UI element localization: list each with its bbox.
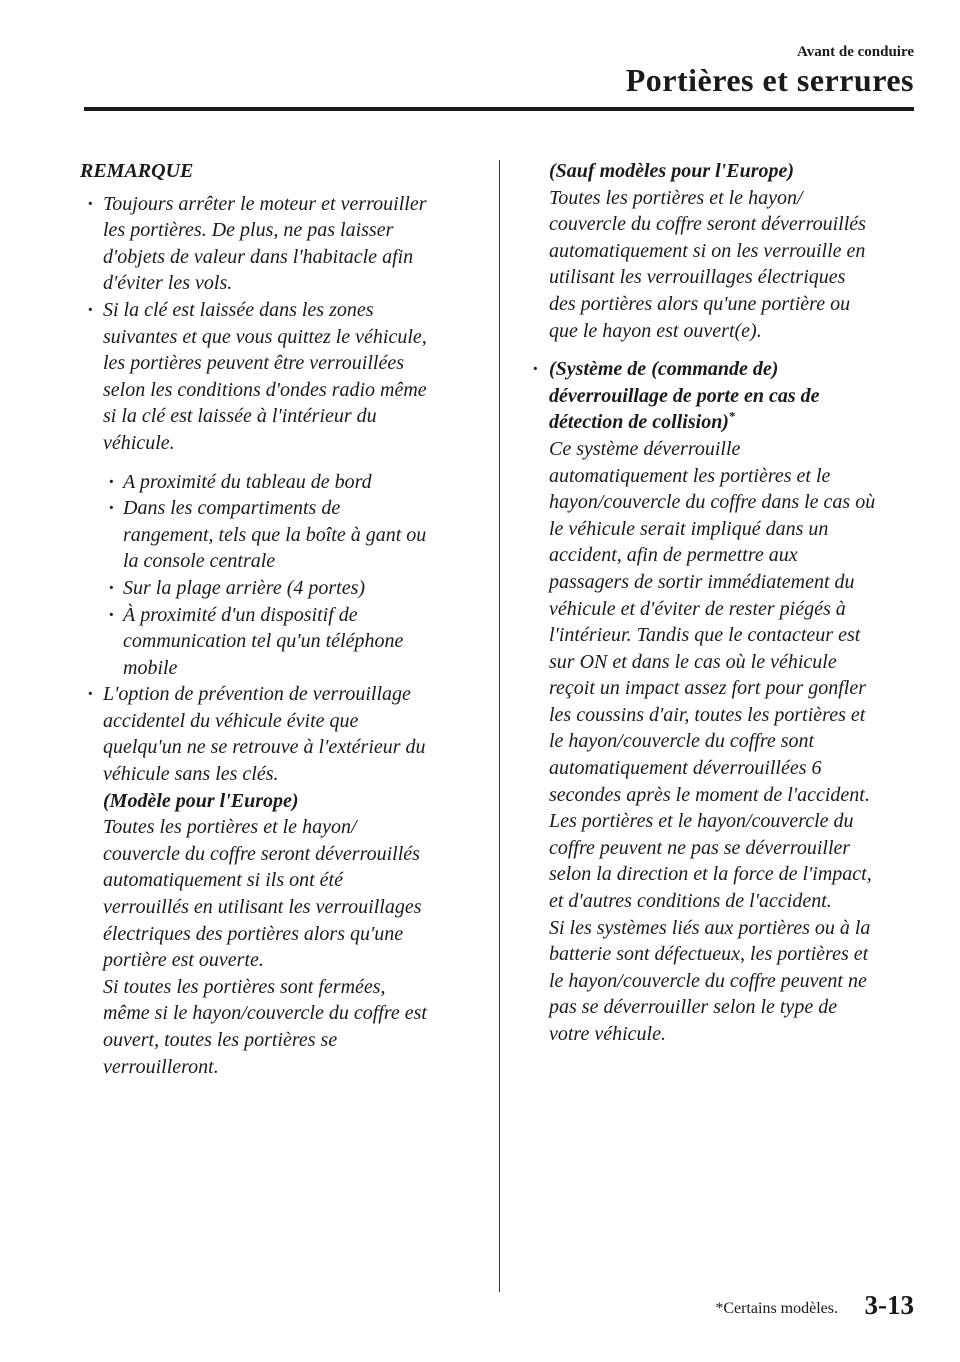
text-line: automatiquement déverrouillées 6 bbox=[549, 757, 822, 780]
sub-bullet-dashboard bbox=[80, 469, 472, 496]
text-line: d'éviter les vols. bbox=[103, 272, 233, 295]
chapter-title: Portières et serrures bbox=[625, 62, 914, 98]
text-line: suivantes et que vous quittez le véhicule, bbox=[103, 325, 427, 348]
text-line: hayon/couvercle du coffre dans le cas où bbox=[549, 491, 876, 514]
text-line: verrouilleront. bbox=[103, 1055, 219, 1078]
text-line: Ce système déverrouille bbox=[549, 437, 741, 460]
non-europe-section bbox=[528, 158, 920, 344]
text-line: · Si la clé est laissée dans les zones bbox=[103, 298, 374, 321]
text-line: communication tel qu'un téléphone bbox=[123, 630, 404, 653]
text-line: véhicule sans les clés. bbox=[103, 763, 279, 786]
header-rule bbox=[84, 107, 914, 111]
remark-bullet-collision-unlock bbox=[528, 356, 920, 1047]
text-line: des portières alors qu'une portière ou bbox=[549, 292, 851, 315]
sub-bullet-phone bbox=[80, 602, 472, 682]
text-line: même si le hayon/couvercle du coffre est bbox=[103, 1002, 427, 1025]
spacer bbox=[528, 344, 920, 356]
text-line: utilisant les verrouillages électriques bbox=[549, 266, 846, 289]
system-heading-line: · (Système de (commande de) bbox=[549, 358, 779, 381]
text-line: Si toutes les portières sont fermées, bbox=[103, 975, 386, 998]
system-heading-line: déverrouillage de porte en cas de bbox=[549, 384, 820, 407]
text-line: pas se déverrouiller selon le type de bbox=[549, 996, 838, 1019]
right-column bbox=[528, 158, 920, 1048]
text-line: secondes après le moment de l'accident. bbox=[549, 783, 870, 806]
text-line: votre véhicule. bbox=[549, 1023, 666, 1045]
text-line: ouvert, toutes les portières se bbox=[103, 1029, 338, 1051]
text-line: · À proximité d'un dispositif de bbox=[123, 603, 358, 626]
sub-bullet-storage bbox=[80, 495, 472, 575]
text-line: Les portières et le hayon/couvercle du bbox=[549, 810, 854, 833]
text-line: rangement, tels que la boîte à gant ou bbox=[123, 523, 427, 546]
system-heading-line bbox=[549, 409, 920, 436]
text-line: batterie sont défectueux, les portières et bbox=[549, 943, 869, 966]
text-line: couvercle du coffre seront déverrouillés bbox=[103, 842, 420, 865]
text-line: · L'option de prévention de verrouillage bbox=[103, 683, 411, 706]
spacer bbox=[80, 457, 472, 469]
text-line: électriques des portières alors qu'une bbox=[103, 922, 404, 945]
non-europe-heading: (Sauf modèles pour l'Europe) bbox=[549, 160, 795, 182]
text-line: les portières peuvent être verrouillées bbox=[103, 352, 405, 375]
text-line: selon la direction et la force de l'impact, bbox=[549, 863, 872, 886]
text-line: quelqu'un ne se retrouve à l'extérieur du bbox=[103, 736, 426, 759]
column-divider bbox=[499, 160, 500, 1292]
text-line: que le hayon est ouvert(e). bbox=[549, 319, 762, 342]
text-line: Toutes les portières et le hayon/ bbox=[549, 186, 803, 209]
section-label: Avant de conduire bbox=[797, 44, 914, 60]
text-line: l'intérieur. Tandis que le contacteur est bbox=[549, 624, 861, 647]
text-line: accident, afin de permettre aux bbox=[549, 544, 798, 567]
remark-bullet-key-zones bbox=[80, 297, 472, 457]
text-line: automatiquement si ils ont été bbox=[103, 869, 343, 892]
text-line: selon les conditions d'ondes radio même bbox=[103, 378, 427, 401]
text-line: · A proximité du tableau de bord bbox=[123, 470, 372, 493]
page-number: 3-13 bbox=[864, 1290, 914, 1320]
text-line: · Sur la plage arrière (4 portes) bbox=[123, 576, 366, 599]
text-line: les coussins d'air, toutes les portières et bbox=[549, 703, 866, 726]
europe-section bbox=[80, 788, 472, 1081]
sub-bullet-rear-shelf bbox=[80, 575, 472, 602]
text-line: d'objets de valeur dans l'habitacle afin bbox=[103, 245, 414, 268]
footnote: *Certains modèles. bbox=[715, 1300, 838, 1317]
text-line: accidentel du véhicule évite que bbox=[103, 709, 359, 732]
text-line: et d'autres conditions de l'accident. bbox=[549, 890, 832, 913]
text-line: verrouillés en utilisant les verrouillages bbox=[103, 896, 422, 919]
europe-heading: (Modèle pour l'Europe) bbox=[103, 789, 299, 812]
left-column bbox=[80, 158, 472, 1080]
text-line: le hayon/couvercle du coffre sont bbox=[549, 730, 815, 753]
system-heading-text: détection de collision) bbox=[549, 411, 729, 434]
text-line: automatiquement les portières et le bbox=[549, 464, 831, 487]
text-line: automatiquement si on les verrouille en bbox=[549, 239, 866, 262]
text-line: Toutes les portières et le hayon/ bbox=[103, 816, 357, 839]
remark-title: REMARQUE bbox=[80, 160, 194, 182]
text-line: véhicule et d'éviter de rester piégés à bbox=[549, 597, 846, 620]
text-line: reçoit un impact assez fort pour gonfler bbox=[549, 677, 867, 700]
text-line: si la clé est laissée à l'intérieur du bbox=[103, 405, 377, 428]
text-line: véhicule. bbox=[103, 431, 175, 454]
text-line: Si les systèmes liés aux portières ou à la bbox=[549, 916, 871, 939]
text-line: les portières. De plus, ne pas laisser bbox=[103, 219, 394, 242]
text-line: · Dans les compartiments de bbox=[123, 497, 341, 520]
text-line: couvercle du coffre seront déverrouillés bbox=[549, 213, 866, 236]
optional-equipment-asterisk: * bbox=[728, 408, 736, 424]
text-line: sur ON et dans le cas où le véhicule bbox=[549, 650, 837, 673]
text-line: passagers de sortir immédiatement du bbox=[549, 570, 855, 593]
text-line: coffre peuvent ne pas se déverrouiller bbox=[549, 836, 851, 859]
text-line: · Toujours arrêter le moteur et verrouiller bbox=[103, 192, 427, 215]
text-line: portière est ouverte. bbox=[103, 949, 264, 972]
remark-bullet-theft bbox=[80, 191, 472, 297]
text-line: mobile bbox=[123, 656, 178, 679]
text-line: la console centrale bbox=[123, 550, 276, 573]
text-line: le véhicule serait impliqué dans un bbox=[549, 517, 829, 540]
remark-bullet-lockout-prevention bbox=[80, 681, 472, 787]
text-line: le hayon/couvercle du coffre peuvent ne bbox=[549, 969, 867, 992]
